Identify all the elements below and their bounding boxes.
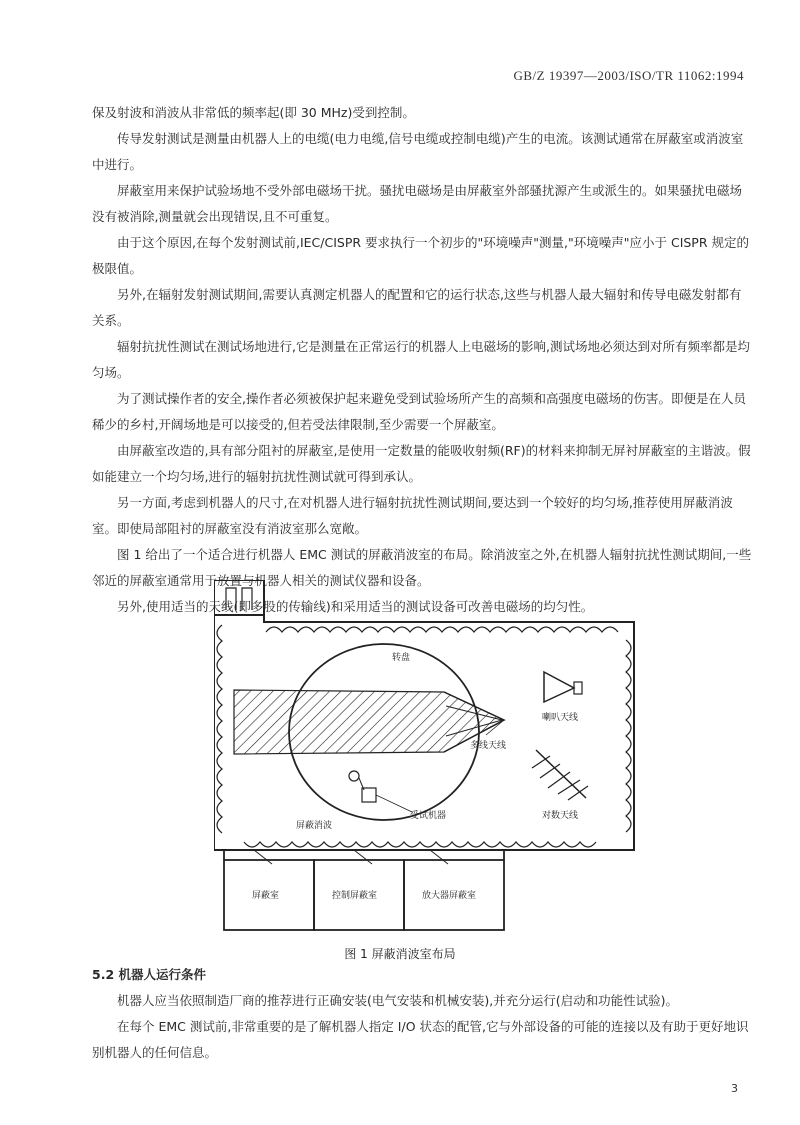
paragraph: 屏蔽室用来保护试验场地不受外部电磁场干扰。骚扰电磁场是由屏蔽室外部骚扰源产生或派生的。如果骚扰电磁场没有被消除,测量就会出现错误,且不可重复。 [92,183,743,224]
paragraph: 图 1 给出了一个适合进行机器人 EMC 测试的屏蔽消波室的布局。除消波室之外,在机器人辐射抗扰性测试期间,一些邻近的屏蔽室通常用于放置与机器人相关的测试仪器和设备。 [92,547,752,588]
paragraph: 保及射波和消波从非常低的频率起(即 30 MHz)受到控制。 [92,105,415,120]
label-horn-antenna: 喇叭天线 [542,713,579,723]
paragraph: 在每个 EMC 测试前,非常重要的是了解机器人指定 I/O 状态的配管,它与外部设备的可能的连接以及有助于更好地识别机器人的任何信息。 [92,1019,749,1060]
robot-under-test [362,788,376,802]
body-text [92,100,752,620]
page-number: 3 [731,1082,738,1095]
section-5-2 [92,962,752,1066]
label-amplifier-room: 放大器屏蔽室 [422,891,477,901]
paragraph: 另外,使用适当的天线(即多股的传输线)和采用适当的测试设备可改善电磁场的均匀性。 [117,599,594,614]
label-shield-room: 屏蔽室 [252,891,280,901]
paragraph: 为了测试操作者的安全,操作者必须被保护起来避免受到试验场所产生的高频和高强度电磁场的伤害。即便是在人员稀少的乡村,开阔场地是可以接受的,但若受法律限制,至少需要一个屏蔽室。 [92,391,746,432]
label-anechoic: 屏蔽消波 [296,821,333,831]
chamber-layout-drawing [214,580,644,940]
standard-number-header: GB/Z 19397—2003/ISO/TR 11062:1994 [513,68,744,83]
label-turntable: 转盘 [392,653,411,663]
paragraph: 传导发射测试是测量由机器人上的电缆(电力电缆,信号电缆或控制电缆)产生的电流。该测试通常在屏蔽室或消波室中进行。 [92,131,744,172]
paragraph: 由屏蔽室改造的,具有部分阻衬的屏蔽室,是使用一定数量的能吸收射频(RF)的材料来抑制无屏衬屏蔽室的主谐波。假如能建立一个均匀场,进行的辐射抗扰性测试就可得到承认。 [92,443,751,484]
log-periodic-antenna [536,750,586,798]
figure-caption: 图 1 屏蔽消波室布局 [344,947,456,961]
paragraph: 另一方面,考虑到机器人的尺寸,在对机器人进行辐射抗扰性测试期间,要达到一个较好的均匀场,推荐使用屏蔽消波室。即使局部阻衬的屏蔽室没有消波室那么宽敞。 [92,495,733,536]
paragraph: 由于这个原因,在每个发射测试前,IEC/CISPR 要求执行一个初步的"环境噪声"测量,"环境噪声"应小于 CISPR 规定的极限值。 [92,235,750,276]
chamber-layout-figure [214,580,644,940]
multi-wire-antenna [234,690,507,754]
paragraph: 另外,在辐射发射测试期间,需要认真测定机器人的配置和它的运行状态,这些与机器人最大辐射和传导电磁发射都有关系。 [92,287,742,328]
label-robot-under-test: 受试机器 [410,811,447,821]
paragraph: 机器人应当依照制造厂商的推荐进行正确安装(电气安装和机械安装),并充分运行(启动和功能性试验)。 [117,993,678,1008]
section-heading: 5.2 机器人运行条件 [92,967,206,982]
label-log-antenna: 对数天线 [542,811,579,821]
paragraph: 辐射抗扰性测试在测试场地进行,它是测量在正常运行的机器人上电磁场的影响,测试场地必须达到对所有频率都是均匀场。 [92,339,750,380]
entry-duct [214,580,264,615]
label-multi-antenna: 多线天线 [470,741,507,751]
horn-antenna [544,672,574,702]
label-control-room: 控制屏蔽室 [332,891,378,901]
